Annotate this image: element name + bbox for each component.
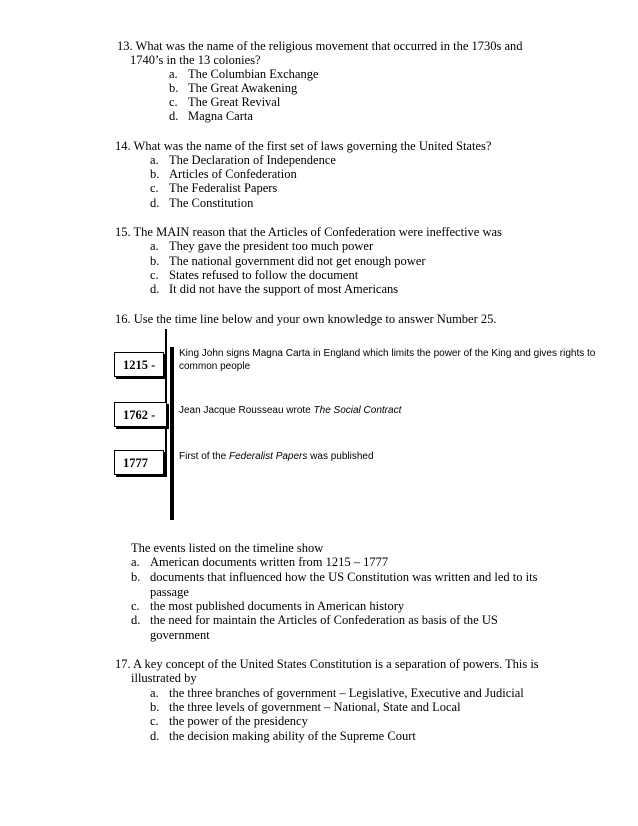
q14-option-d <box>150 196 253 211</box>
event-italic: Federalist Papers <box>229 451 308 462</box>
option-text: Magna Carta <box>188 109 253 123</box>
option-letter: b. <box>150 167 160 181</box>
option-text: The Columbian Exchange <box>188 67 319 81</box>
q17-option-b <box>150 700 461 715</box>
option-text: They gave the president too much power <box>169 239 374 253</box>
q15-option-a <box>150 239 373 254</box>
option-letter: b. <box>150 700 160 714</box>
q15-option-d <box>150 282 398 297</box>
option-text: the decision making ability of the Supreme Court <box>169 729 416 743</box>
q13-stem-line2: 1740’s in the 13 colonies? <box>130 53 261 67</box>
q13-option-d <box>169 109 253 124</box>
option-text: the three levels of government – National, State and Local <box>169 700 461 714</box>
timeline-event-federalist-papers <box>179 451 619 464</box>
q17-stem-line1: 17. A key concept of the United States Constitution is a separation of powers. This is <box>115 657 539 671</box>
option-text: The Great Awakening <box>188 81 298 95</box>
timeline-year-1762: 1762 - <box>114 402 167 427</box>
q17-stem-line2: illustrated by <box>131 671 197 685</box>
option-letter: a. <box>169 67 178 81</box>
q14-option-b <box>150 167 297 182</box>
option-letter: c. <box>169 95 178 109</box>
q16-prompt: The events listed on the timeline show <box>131 541 324 555</box>
option-text: American documents written from 1215 – 1777 <box>150 555 389 569</box>
option-text: The Declaration of Independence <box>169 153 336 167</box>
option-text: The Federalist Papers <box>169 181 278 195</box>
option-text: States refused to follow the document <box>169 268 359 282</box>
event-italic: The Social Contract <box>313 405 402 416</box>
option-text: the three branches of government – Legislative, Executive and Judicial <box>169 686 524 700</box>
option-letter: b. <box>131 570 141 584</box>
option-letter: a. <box>150 153 159 167</box>
option-letter: d. <box>169 109 179 123</box>
option-letter: c. <box>150 714 159 728</box>
q17-option-c <box>150 714 308 729</box>
option-letter: d. <box>150 196 160 210</box>
event-text-tail: was published <box>307 451 374 462</box>
option-letter: b. <box>169 81 179 95</box>
q13-option-b <box>169 81 297 96</box>
timeline-event-magna-carta <box>179 348 619 373</box>
timeline-event-social-contract <box>179 405 619 418</box>
option-letter: d. <box>131 613 141 627</box>
option-letter: a. <box>131 555 140 569</box>
event-text: First of the <box>179 451 230 462</box>
q14-option-c <box>150 181 277 196</box>
q15-stem: 15. The MAIN reason that the Articles of Confederation were ineffective was <box>115 225 502 239</box>
option-letter: d. <box>150 282 160 296</box>
q17-option-a <box>150 686 524 701</box>
timeline-year-1777: 1777 <box>114 450 164 475</box>
option-letter: c. <box>131 599 140 613</box>
q14-option-a <box>150 153 336 168</box>
option-text: The Constitution <box>169 196 254 210</box>
option-text: Articles of Confederation <box>169 167 297 181</box>
option-text: the need for maintain the Articles of Confederation as basis of the US government <box>150 613 498 642</box>
option-letter: c. <box>150 181 159 195</box>
option-letter: c. <box>150 268 159 282</box>
option-letter: a. <box>150 686 159 700</box>
event-text: Jean Jacque Rousseau wrote <box>179 405 314 416</box>
timeline-axis <box>170 347 174 520</box>
option-text: The national government did not get enough power <box>169 254 426 268</box>
option-text: It did not have the support of most Americans <box>169 282 399 296</box>
q14-stem: 14. What was the name of the first set of laws governing the United States? <box>115 139 492 153</box>
q13-option-a <box>169 67 319 82</box>
option-text: the power of the presidency <box>169 714 308 728</box>
option-letter: a. <box>150 239 159 253</box>
q15-option-c <box>150 268 358 283</box>
option-letter: b. <box>150 254 160 268</box>
q13-option-c <box>169 95 280 110</box>
option-letter: d. <box>150 729 160 743</box>
option-text: The Great Revival <box>188 95 281 109</box>
q16-stem: 16. Use the time line below and your own knowledge to answer Number 25. <box>115 312 497 326</box>
option-text: documents that influenced how the US Constitution was written and led to its passage <box>150 570 538 599</box>
q17-option-d <box>150 729 416 744</box>
event-text: King John signs Magna Carta in England which limits the power of the King and gives rights to common people <box>179 348 596 372</box>
q13-stem-line1: 13. What was the name of the religious movement that occurred in the 1730s and <box>117 39 523 53</box>
timeline-year-1215: 1215 - <box>114 352 164 377</box>
option-text: the most published documents in American history <box>150 599 405 613</box>
q15-option-b <box>150 254 426 269</box>
